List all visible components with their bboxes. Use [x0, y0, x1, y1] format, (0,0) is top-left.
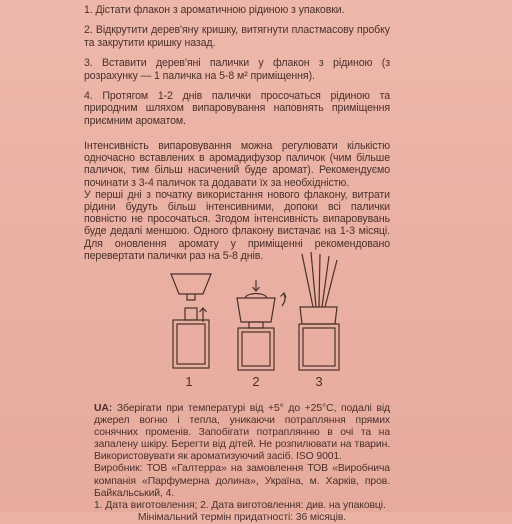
usage-steps: [84, 4, 390, 135]
reed-icon: [319, 254, 320, 307]
step-1: 1. Дістати флакон з ароматичною рідиною з упаковки.: [84, 4, 345, 16]
step-1-drawing: [171, 274, 211, 368]
reed-icon: [322, 256, 329, 307]
cap-icon: [300, 307, 337, 324]
dates-text: 1. Дата виготовлення; 2. Дата виготовлення: див. на упаковці.: [94, 499, 386, 511]
bottle-icon: [299, 324, 339, 370]
bottle-inner-icon: [242, 332, 270, 366]
storage-text: Зберігати при температурі від +5° до +25°C, подалі від джерел вогню і тепла, уникаючи потрапляння прямих сонячних променів. Запобігати потраплянню в очі та на запалену шкіру. Берегти від дітей. Не розпилювати на тварин. Використовувати як ароматизуючий засіб. ISO 9001.: [94, 403, 390, 463]
bottle-inner-icon: [303, 328, 335, 366]
cap-icon: [237, 298, 275, 322]
step-number-3: 3: [315, 374, 323, 389]
storage-paragraph: [94, 403, 390, 463]
intensity-info: [84, 140, 390, 262]
stopper-icon: [245, 294, 267, 299]
cap-icon: [171, 274, 211, 294]
shelf-life-text: Мінімальний термін придатності: 36 місяців.: [137, 511, 347, 523]
manufacturer-text: Виробник: ТОВ «Галтерра» на замовлення ТОВ «Виробнича компанія «Парфумерна долина», Україна, м. Харків, пров. Байкальський, 4.: [94, 463, 390, 499]
step-4: 4. Протягом 1-2 днів палички просочаться рідиною та природним шляхом випаровування наповнять приміщення приємним ароматом.: [84, 90, 390, 127]
bottle-icon: [173, 320, 209, 368]
step-3-drawing: [299, 252, 339, 370]
step-number-2: 2: [252, 374, 260, 389]
twist-arrow-icon: [282, 294, 285, 306]
step-number-1: 1: [185, 374, 193, 389]
step-2-drawing: [237, 280, 286, 370]
info-paragraph-2: У перші дні з початку використання нового флакону, витрати рідини будуть більш інтенсивними, допоки всі палички повністю не просочаться. Згодом інтенсивність випаровувань буде дедалі меншою. Одного флакону вистачає на 1-3 місяці. Для оновлення аромату у приміщенні рекомендовано перевертати палички раз на 5-8 днів.: [84, 188, 390, 262]
footer-info: [94, 403, 390, 524]
ua-label: UA:: [94, 403, 113, 414]
step-2: 2. Відкрутити дерев'яну кришку, витягнути пластмасову пробку та закрутити кришку назад.: [84, 24, 390, 49]
twist-arrow-head-icon: [281, 293, 287, 298]
bottle-neck-icon: [185, 308, 197, 320]
bottle-inner-icon: [177, 324, 205, 364]
reed-icon: [325, 260, 337, 307]
diffuser-illustration: [165, 252, 345, 392]
step-3: 3. Вставити дерев'яні палички у флакон з рідиною (з розрахунку — 1 паличка на 5-8 м² приміщення).: [84, 57, 390, 82]
cap-neck-icon: [187, 294, 195, 300]
bottle-icon: [238, 328, 274, 370]
info-paragraph-1: Інтенсивність випаровування можна регулювати кількістю одночасно вставлених в аромадифузор паличок (чим більше паличок, тим більш насичений буде аромат). Рекомендуємо починати з 3-4 паличок та додавати їх за необхідністю.: [84, 140, 390, 189]
bottle-neck-icon: [249, 322, 263, 328]
